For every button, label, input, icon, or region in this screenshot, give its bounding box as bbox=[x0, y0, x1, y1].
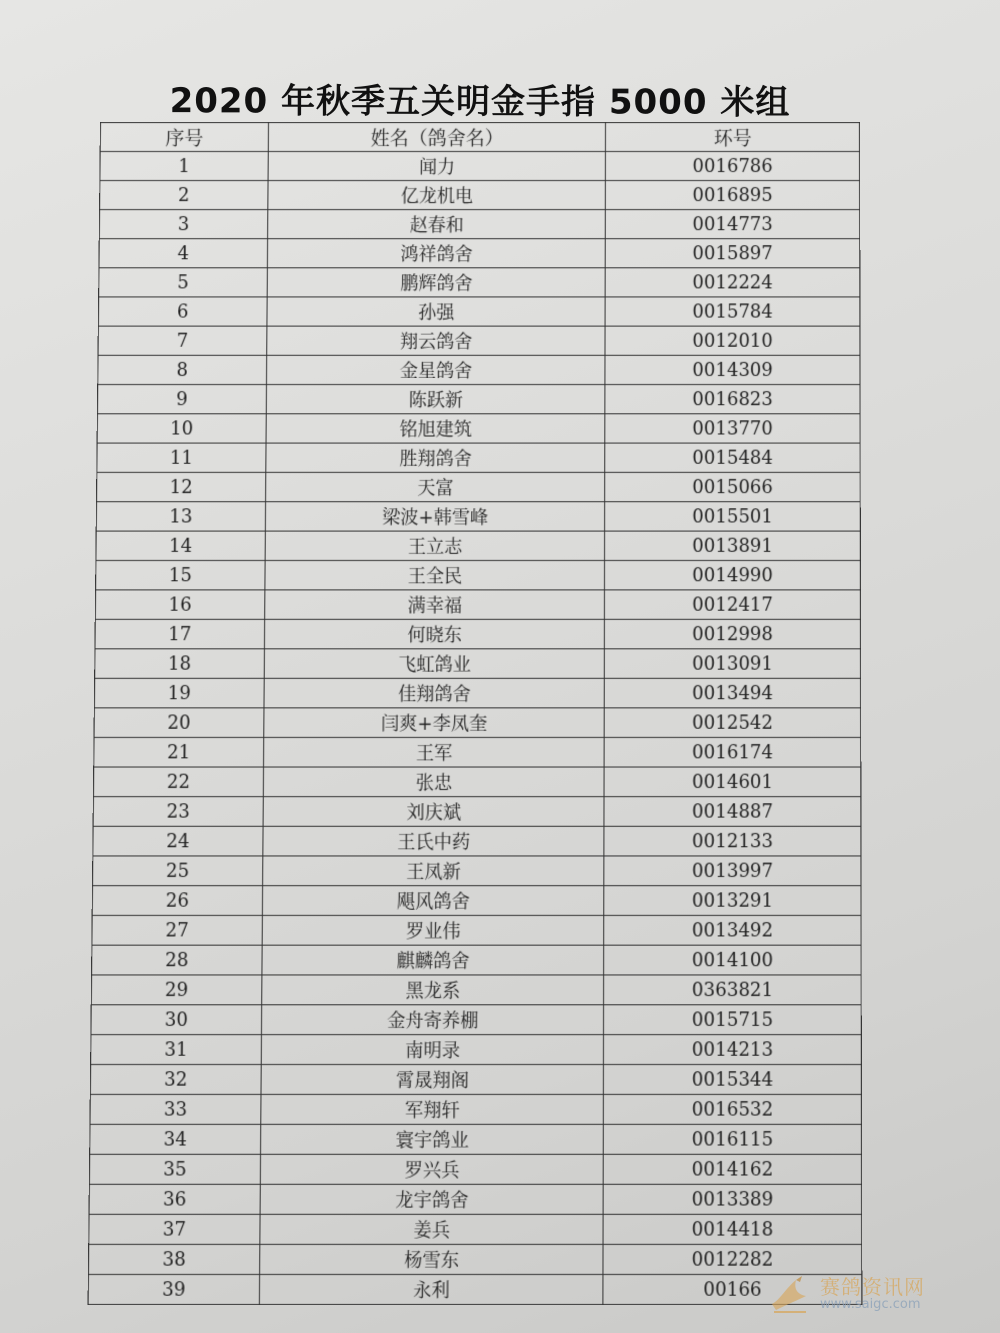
cell-seq: 35 bbox=[89, 1154, 260, 1184]
cell-ring: 0013091 bbox=[605, 649, 861, 679]
cell-seq: 1 bbox=[100, 152, 268, 181]
cell-ring: 0014887 bbox=[604, 797, 861, 827]
cell-seq: 20 bbox=[94, 708, 264, 738]
cell-ring: 0014990 bbox=[605, 560, 861, 589]
cell-name: 天富 bbox=[266, 472, 606, 501]
cell-name: 麒麟鸽舍 bbox=[262, 945, 604, 975]
cell-name: 王立志 bbox=[265, 531, 605, 560]
cell-seq: 5 bbox=[99, 268, 268, 297]
cell-seq: 15 bbox=[96, 560, 265, 589]
cell-ring: 0014309 bbox=[605, 355, 860, 384]
site-watermark bbox=[766, 1266, 981, 1322]
cell-seq: 24 bbox=[93, 826, 263, 856]
table-row bbox=[95, 590, 860, 619]
table-row bbox=[92, 945, 862, 975]
cell-ring: 0016895 bbox=[606, 181, 860, 210]
table-row bbox=[96, 560, 861, 589]
cell-ring: 0015715 bbox=[604, 1005, 861, 1035]
cell-name: 闫爽+李凤奎 bbox=[264, 708, 605, 738]
table-row bbox=[88, 1244, 861, 1274]
cell-ring: 0013291 bbox=[604, 886, 861, 916]
table-row bbox=[97, 385, 860, 414]
cell-seq: 8 bbox=[98, 355, 267, 384]
cell-seq: 6 bbox=[98, 297, 267, 326]
cell-name: 黑龙系 bbox=[262, 975, 604, 1005]
cell-name: 南明录 bbox=[261, 1035, 604, 1065]
results-table bbox=[88, 122, 863, 1305]
cell-name: 闻力 bbox=[268, 152, 606, 181]
cell-ring: 0012282 bbox=[603, 1244, 861, 1274]
cell-seq: 3 bbox=[99, 210, 268, 239]
cell-name: 张忠 bbox=[263, 767, 604, 797]
cell-name: 王凤新 bbox=[263, 856, 605, 886]
cell-name: 铭旭建筑 bbox=[266, 414, 605, 443]
cell-name: 亿龙机电 bbox=[268, 181, 606, 210]
cell-ring: 0015344 bbox=[604, 1064, 862, 1094]
cell-ring: 0012417 bbox=[605, 590, 861, 619]
cell-seq: 13 bbox=[96, 502, 265, 531]
cell-name: 何晓东 bbox=[264, 619, 604, 648]
cell-name: 陈跃新 bbox=[266, 385, 605, 414]
cell-name: 飓风鸽舍 bbox=[262, 886, 604, 916]
cell-seq: 11 bbox=[97, 443, 266, 472]
table-row bbox=[100, 181, 860, 210]
table-header-row bbox=[100, 122, 859, 151]
table-row bbox=[96, 502, 860, 531]
cell-seq: 17 bbox=[95, 619, 265, 648]
cell-ring: 0013494 bbox=[605, 678, 861, 708]
cell-ring: 0014601 bbox=[604, 767, 860, 797]
cell-name: 翔云鸽舍 bbox=[267, 326, 606, 355]
cell-ring: 0016532 bbox=[604, 1094, 862, 1124]
cell-name: 飞虹鸽业 bbox=[264, 649, 605, 679]
cell-ring: 0014100 bbox=[604, 945, 861, 975]
cell-ring: 00166 bbox=[603, 1274, 862, 1304]
pigeon-logo-icon bbox=[766, 1270, 814, 1318]
cell-name: 赵春和 bbox=[268, 210, 606, 239]
cell-ring: 0015501 bbox=[605, 502, 860, 531]
cell-seq: 34 bbox=[90, 1124, 261, 1154]
table-row bbox=[95, 649, 861, 679]
cell-ring: 0012133 bbox=[604, 826, 861, 856]
cell-ring: 0014213 bbox=[604, 1035, 862, 1065]
cell-seq: 25 bbox=[93, 856, 263, 886]
cell-seq: 30 bbox=[91, 1005, 262, 1035]
table-row bbox=[93, 856, 861, 886]
cell-seq: 26 bbox=[92, 886, 262, 916]
cell-name: 永利 bbox=[259, 1274, 603, 1304]
cell-name: 寰宇鸽业 bbox=[261, 1124, 604, 1154]
cell-ring: 0012010 bbox=[605, 326, 860, 355]
cell-seq: 29 bbox=[91, 975, 262, 1005]
table-row bbox=[91, 1035, 862, 1065]
cell-seq: 23 bbox=[93, 797, 263, 827]
table-row bbox=[97, 414, 860, 443]
table-row bbox=[89, 1154, 861, 1184]
cell-ring: 0015897 bbox=[606, 239, 860, 268]
watermark-site-name: 赛鸽资讯网 bbox=[820, 1274, 925, 1299]
cell-ring: 0013997 bbox=[604, 856, 861, 886]
table-row bbox=[89, 1214, 862, 1244]
table-row bbox=[90, 1064, 861, 1094]
cell-name: 金舟寄养棚 bbox=[261, 1005, 603, 1035]
watermark-site-url: www.saigc.com bbox=[820, 1296, 921, 1312]
cell-name: 王全民 bbox=[265, 560, 605, 589]
table-row bbox=[94, 737, 861, 767]
table-row bbox=[96, 531, 860, 560]
table-row bbox=[90, 1094, 861, 1124]
table-row bbox=[92, 915, 861, 945]
header-ring: 环号 bbox=[606, 122, 860, 151]
table-row bbox=[94, 708, 861, 738]
header-seq: 序号 bbox=[100, 122, 268, 151]
cell-name: 孙强 bbox=[267, 297, 606, 326]
cell-seq: 22 bbox=[93, 767, 263, 797]
cell-name: 霄晟翔阁 bbox=[261, 1064, 604, 1094]
cell-ring: 0014162 bbox=[604, 1154, 862, 1184]
cell-seq: 36 bbox=[89, 1184, 260, 1214]
cell-name: 鹏辉鸽舍 bbox=[267, 268, 605, 297]
cell-seq: 38 bbox=[88, 1244, 259, 1274]
cell-ring: 0013389 bbox=[603, 1184, 861, 1214]
table-row bbox=[97, 472, 861, 501]
cell-seq: 18 bbox=[95, 649, 265, 679]
table-row bbox=[90, 1124, 862, 1154]
table-body bbox=[88, 152, 862, 1305]
cell-seq: 7 bbox=[98, 326, 267, 355]
table-row bbox=[91, 1005, 861, 1035]
cell-seq: 4 bbox=[99, 239, 268, 268]
cell-seq: 31 bbox=[91, 1035, 262, 1065]
table-row bbox=[91, 975, 861, 1005]
table-row bbox=[98, 355, 860, 384]
cell-ring: 0016115 bbox=[604, 1124, 862, 1154]
cell-ring: 0015484 bbox=[605, 443, 860, 472]
cell-seq: 27 bbox=[92, 915, 262, 945]
cell-ring: 0014418 bbox=[603, 1214, 861, 1244]
table-row bbox=[97, 443, 860, 472]
cell-seq: 14 bbox=[96, 531, 265, 560]
cell-name: 姜兵 bbox=[260, 1214, 604, 1244]
cell-ring: 0016786 bbox=[606, 152, 860, 181]
table-row bbox=[93, 797, 861, 827]
cell-name: 罗兴兵 bbox=[260, 1154, 603, 1184]
document-title: 2020 年秋季五关明金手指 5000 米组 bbox=[169, 81, 791, 123]
cell-ring: 0363821 bbox=[604, 975, 861, 1005]
cell-name: 王氏中药 bbox=[263, 826, 604, 856]
table-row bbox=[98, 297, 860, 326]
cell-ring: 0013492 bbox=[604, 915, 861, 945]
cell-seq: 39 bbox=[88, 1274, 259, 1304]
cell-ring: 0013770 bbox=[605, 414, 860, 443]
table-row bbox=[89, 1184, 862, 1214]
header-name: 姓名（鸽舍名） bbox=[268, 122, 606, 151]
cell-seq: 9 bbox=[97, 385, 266, 414]
table-row bbox=[98, 326, 860, 355]
table-row bbox=[93, 826, 861, 856]
table-row bbox=[94, 678, 860, 708]
table-row bbox=[99, 239, 860, 268]
cell-name: 罗业伟 bbox=[262, 915, 604, 945]
table-row bbox=[92, 886, 861, 916]
cell-name: 金星鸽舍 bbox=[266, 355, 605, 384]
cell-seq: 19 bbox=[94, 678, 264, 708]
cell-ring: 0013891 bbox=[605, 531, 860, 560]
cell-name: 王军 bbox=[263, 737, 604, 767]
cell-ring: 0016823 bbox=[605, 385, 860, 414]
cell-name: 梁波+韩雪峰 bbox=[265, 502, 605, 531]
cell-ring: 0014773 bbox=[606, 210, 860, 239]
table-row bbox=[88, 1274, 862, 1304]
cell-seq: 21 bbox=[94, 737, 264, 767]
cell-name: 军翔轩 bbox=[261, 1094, 604, 1124]
cell-ring: 0012224 bbox=[605, 268, 859, 297]
table-row bbox=[93, 767, 860, 797]
cell-name: 佳翔鸽舍 bbox=[264, 678, 605, 708]
cell-seq: 33 bbox=[90, 1094, 261, 1124]
cell-name: 龙宇鸽舍 bbox=[260, 1184, 603, 1214]
cell-ring: 0012998 bbox=[605, 619, 861, 648]
cell-seq: 28 bbox=[92, 945, 263, 975]
table-row bbox=[95, 619, 861, 648]
cell-name: 刘庆斌 bbox=[263, 797, 604, 827]
cell-name: 鸿祥鸽舍 bbox=[267, 239, 605, 268]
cell-ring: 0012542 bbox=[604, 708, 860, 738]
cell-seq: 16 bbox=[95, 590, 265, 619]
cell-ring: 0016174 bbox=[604, 737, 860, 767]
cell-name: 满幸福 bbox=[265, 590, 605, 619]
cell-seq: 12 bbox=[97, 472, 266, 501]
cell-ring: 0015784 bbox=[605, 297, 860, 326]
cell-seq: 32 bbox=[90, 1064, 261, 1094]
cell-seq: 10 bbox=[97, 414, 266, 443]
cell-name: 胜翔鸽舍 bbox=[266, 443, 605, 472]
cell-seq: 37 bbox=[89, 1214, 260, 1244]
table-container bbox=[88, 122, 863, 1305]
cell-name: 杨雪东 bbox=[260, 1244, 604, 1274]
cell-ring: 0015066 bbox=[605, 472, 860, 501]
cell-seq: 2 bbox=[100, 181, 268, 210]
table-row bbox=[99, 210, 859, 239]
table-row bbox=[99, 268, 860, 297]
table-row bbox=[100, 152, 860, 181]
